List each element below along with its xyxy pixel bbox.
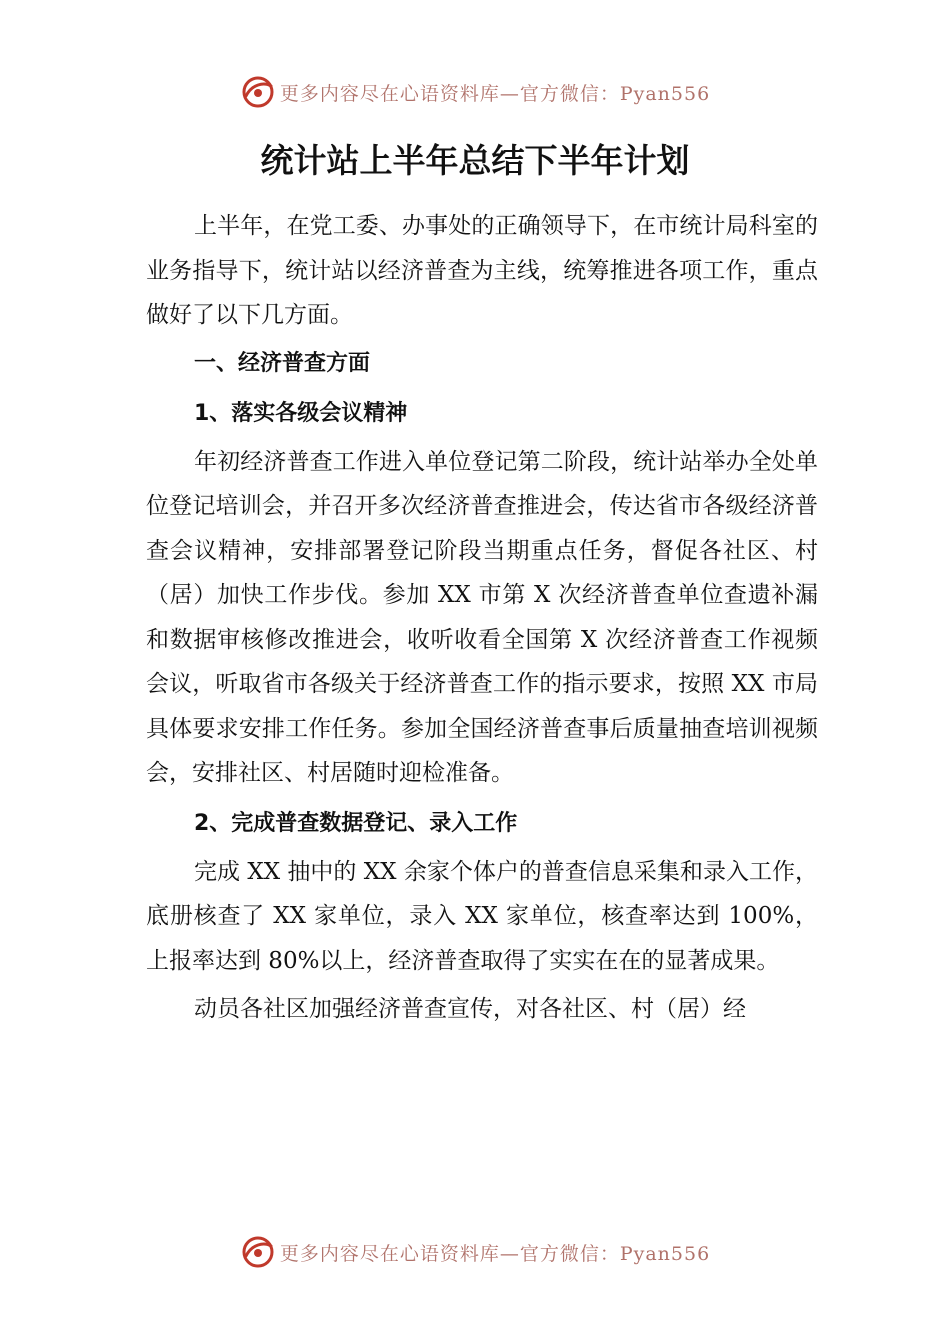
publicity-paragraph: 动员各社区加强经济普查宣传，对各社区、村（居）经: [194, 996, 746, 1022]
footer-watermark: [0, 1230, 950, 1274]
brand-logo-icon: [240, 1234, 276, 1270]
section-heading-economic-census: 一、经济普查方面: [194, 350, 371, 376]
document-body: [146, 204, 818, 1036]
meetings-paragraph: 年初经济普查工作进入单位登记第二阶段，统计站举办全处单位登记培训会，并召开多次经济普查推进会，传达省市各级经济普查会议精神，安排部署登记阶段当期重点任务，督促各社区、村（居）加快工作步伐。参加 XX 市第 X 次经济普查单位查遗补漏和数据审核修改推进会，收听收看全国第 X 次经济普查工作视频会议，听取省市各级关于经济普查工作的指示要求，按照 XX 市局具体要求安排工作任务。参加全国经济普查事后质量抽查培训视频会，安排社区、村居随时迎检准备。: [146, 448, 818, 786]
watermark-text: 更多内容尽在心语资料库—官方微信：Pyan556: [279, 1242, 711, 1265]
document-title: 统计站上半年总结下半年计划: [260, 141, 690, 180]
subsection-heading-data-entry: 2、完成普查数据登记、录入工作: [194, 810, 518, 836]
brand-logo-icon: [240, 74, 276, 110]
data-entry-paragraph: 完成 XX 抽中的 XX 余家个体户的普查信息采集和录入工作，底册核查了 XX 家单位，录入 XX 家单位，核查率达到 100%，上报率达到 80%以上，经济普查取得了实实在在的显著成果。: [146, 858, 818, 974]
subsection-heading-meetings: 1、落实各级会议精神: [194, 400, 408, 426]
header-watermark: [0, 70, 950, 114]
intro-paragraph: 上半年，在党工委、办事处的正确领导下，在市统计局科室的业务指导下，统计站以经济普查为主线，统筹推进各项工作，重点做好了以下几方面。: [146, 213, 818, 328]
watermark-text: 更多内容尽在心语资料库—官方微信：Pyan556: [279, 82, 711, 105]
